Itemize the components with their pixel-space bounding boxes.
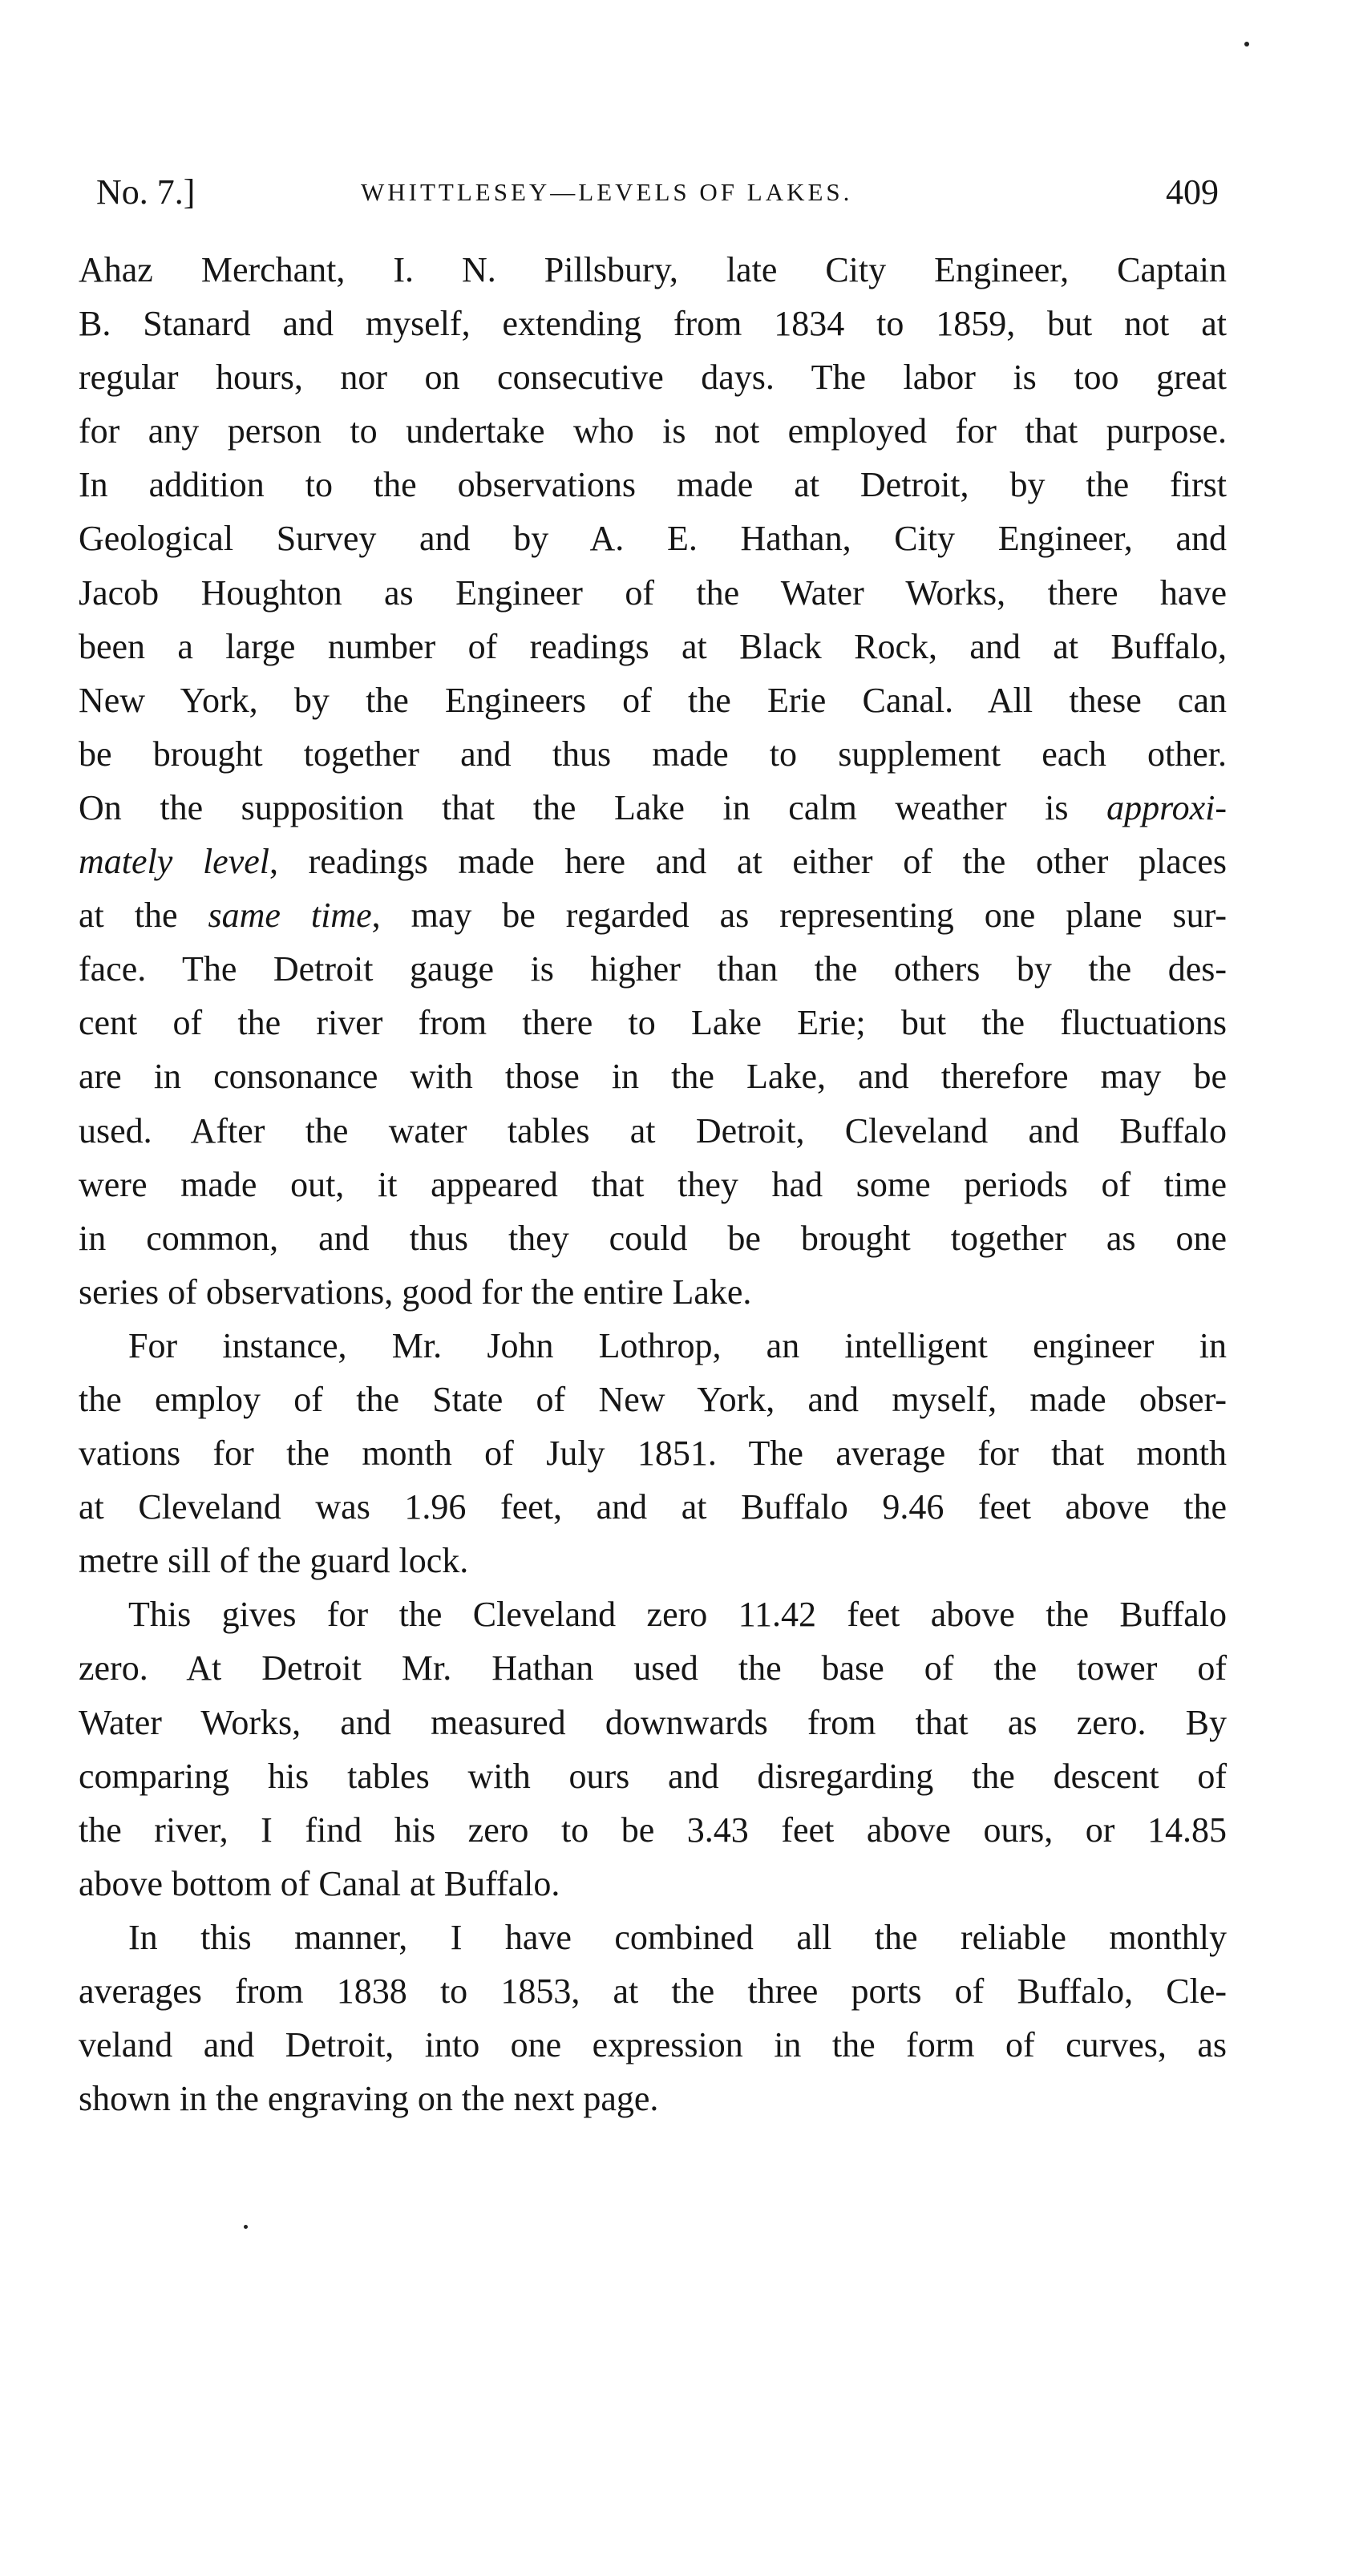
text-line: been a large number of readings at Black Rock, and at Buffalo,	[79, 626, 1227, 666]
italic-fragment: approxi-	[1106, 787, 1227, 827]
text-line: B. Stanard and myself, extending from 1834 to 1859, but not at	[79, 304, 1227, 344]
italic-fragment: mately level	[79, 842, 269, 882]
text-fragment: , readings made here and at either of the other places	[269, 842, 1227, 882]
text-line: regular hours, nor on consecutive days. The labor is too great	[79, 358, 1227, 398]
text-line: series of observations, good for the entire Lake.	[79, 1272, 752, 1312]
text-line: veland and Detroit, into one expression in the form of curves, as	[79, 2025, 1227, 2065]
running-header	[96, 168, 1219, 216]
running-title: WHITTLESEY—LEVELS OF LAKES.	[361, 178, 853, 206]
text-fragment: , may be regarded as representing one plane sur-	[371, 896, 1228, 936]
paragraph-4	[79, 1911, 1227, 2125]
text-line: For instance, Mr. John Lothrop, an intelligent engineer in	[128, 1325, 1227, 1365]
text-line: zero. At Detroit Mr. Hathan used the base of the tower of	[79, 1648, 1227, 1688]
text-line: in common, and thus they could be brought together as one	[79, 1218, 1227, 1258]
text-line: New York, by the Engineers of the Erie Canal. All these can	[79, 680, 1227, 720]
text-line: vations for the month of July 1851. The average for that month	[79, 1434, 1227, 1474]
text-line	[79, 888, 1227, 942]
text-line: In addition to the observations made at Detroit, by the first	[79, 465, 1227, 505]
text-line: Jacob Houghton as Engineer of the Water Works, there have	[79, 572, 1227, 613]
paper-speck	[244, 2225, 248, 2229]
text-line: Ahaz Merchant, I. N. Pillsbury, late City Engineer, Captain	[79, 250, 1227, 289]
text-line: were made out, it appeared that they had some periods of time	[79, 1164, 1227, 1204]
text-line: Water Works, and measured downwards from that as zero. By	[79, 1702, 1227, 1742]
text-line	[79, 781, 1227, 835]
text-line	[79, 835, 1227, 888]
paper-speck	[1244, 42, 1249, 47]
text-line: face. The Detroit gauge is higher than the others by the des-	[79, 949, 1227, 989]
text-line: In this manner, I have combined all the reliable monthly	[128, 1917, 1227, 1957]
text-line: be brought together and thus made to supplement each other.	[79, 734, 1227, 774]
issue-number: No. 7.]	[96, 172, 196, 212]
text-line: metre sill of the guard lock.	[79, 1541, 469, 1581]
text-line: for any person to undertake who is not employed for that purpose.	[79, 411, 1227, 451]
text-fragment: On the supposition that the Lake in calm weather is	[79, 787, 1107, 827]
text-line: the river, I find his zero to be 3.43 feet above ours, or 14.85	[79, 1810, 1227, 1850]
text-line: used. After the water tables at Detroit, Cleveland and Buffalo	[79, 1110, 1227, 1151]
text-line: the employ of the State of New York, and myself, made obser-	[79, 1379, 1227, 1419]
text-line: shown in the engraving on the next page.	[79, 2079, 659, 2119]
body-text	[79, 243, 1227, 2125]
text-line: at Cleveland was 1.96 feet, and at Buffalo 9.46 feet above the	[79, 1487, 1227, 1527]
paragraph-1	[79, 243, 1227, 1319]
paragraph-3	[79, 1587, 1227, 1911]
paragraph-2	[79, 1319, 1227, 1587]
text-fragment: at the	[79, 896, 208, 936]
italic-fragment: same time	[208, 896, 372, 936]
text-line: comparing his tables with ours and disregarding the descent of	[79, 1756, 1227, 1796]
text-line: cent of the river from there to Lake Erie; but the fluctuations	[79, 1003, 1227, 1043]
text-line: averages from 1838 to 1853, at the three ports of Buffalo, Cle-	[79, 1971, 1227, 2011]
text-line: This gives for the Cleveland zero 11.42 feet above the Buffalo	[128, 1595, 1227, 1635]
page-number: 409	[1166, 172, 1219, 212]
text-line: are in consonance with those in the Lake, and therefore may be	[79, 1057, 1227, 1097]
text-line: above bottom of Canal at Buffalo.	[79, 1863, 560, 1903]
text-line: Geological Survey and by A. E. Hathan, City Engineer, and	[79, 519, 1227, 559]
